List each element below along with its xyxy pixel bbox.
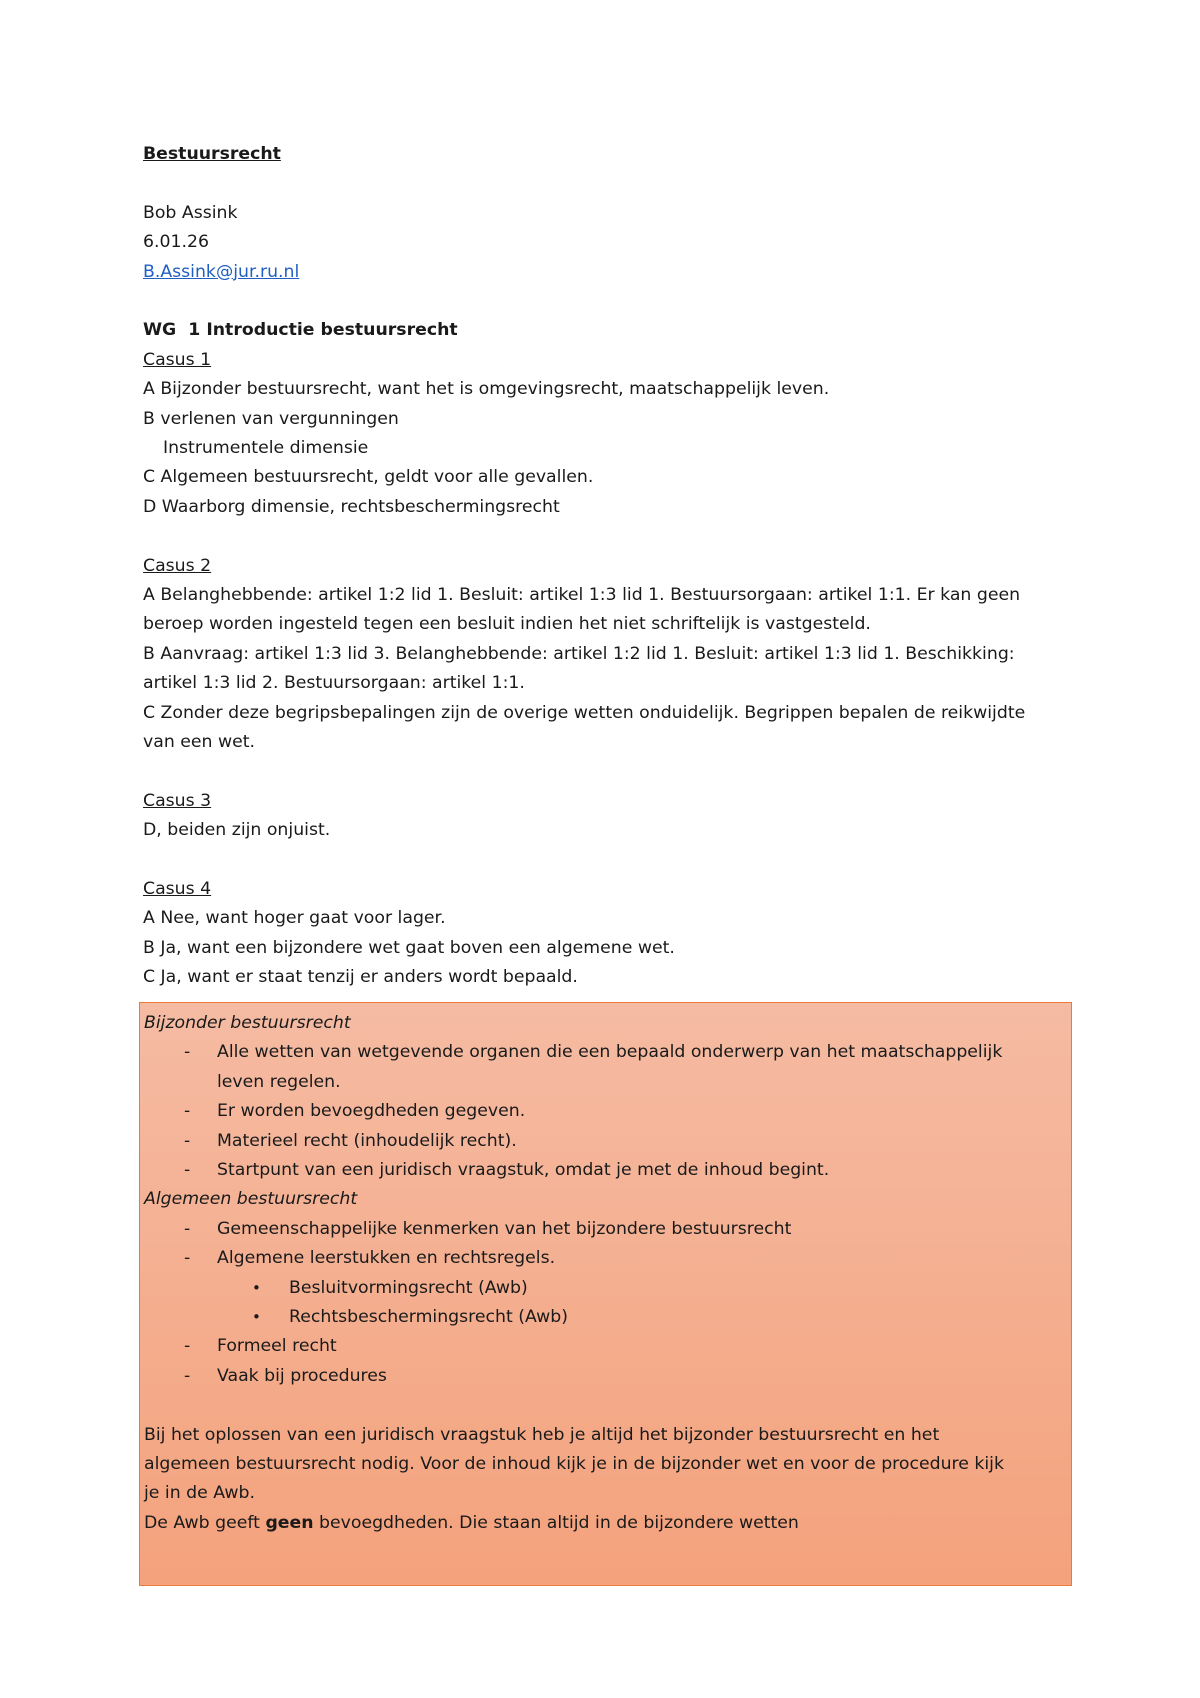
casus-1-line: A Bijzonder bestuursrecht, want het is omgevingsrecht, maatschappelijk leven. [143,379,830,400]
list-item [144,1127,1064,1156]
casus-1-line: C Algemeen bestuursrecht, geldt voor alle gevallen. [143,467,594,488]
list-item-text: Vaak bij procedures [217,1365,387,1386]
list-item-text: Er worden bevoegdheden gegeven. [217,1101,526,1122]
dash-marker: - [184,1130,191,1151]
teacher-name: Bob Assink [143,202,238,223]
casus-2-line: artikel 1:3 lid 2. Bestuursorgaan: artikel 1:1. [143,673,525,694]
dash-marker: - [184,1101,191,1122]
summary-paragraph-line: algemeen bestuursrecht nodig. Voor de inhoud kijk je in de bijzonder wet en voor de procedure kijk [144,1454,1004,1475]
summary-paragraph-line: Bij het oplossen van een juridisch vraagstuk heb je altijd het bijzonder bestuursrecht en het [144,1424,940,1445]
sub-list-item [144,1303,1064,1332]
section-title: WG 1 Introductie bestuursrecht [143,320,458,341]
summary-paragraph-line: je in de Awb. [144,1483,255,1504]
bullet-marker: • [252,1308,261,1327]
summary-box [139,1002,1072,1586]
list-item [144,1215,1064,1244]
casus-1-line: B verlenen van vergunningen [143,408,399,429]
sub-list-item-text: Rechtsbeschermingsrecht (Awb) [289,1307,568,1328]
casus-4-line: C Ja, want er staat tenzij er anders wordt bepaald. [143,967,578,988]
dash-marker: - [184,1218,191,1239]
bullet-marker: • [252,1278,261,1297]
casus-4-line: A Nee, want hoger gaat voor lager. [143,908,446,929]
casus-2-line: beroep worden ingesteld tegen een besluit indien het niet schriftelijk is vastgesteld. [143,614,871,635]
casus-1-heading: Casus 1 [143,349,212,370]
final-statement-after: bevoegdheden. Die staan altijd in de bijzondere wetten [313,1512,799,1533]
email-link[interactable]: B.Assink@jur.ru.nl [143,261,300,282]
sub-list-item [144,1274,1064,1303]
list-item [144,1097,1064,1126]
list-item-text: Alle wetten van wetgevende organen die een bepaald onderwerp van het maatschappelijk leven regelen. [217,1042,1003,1092]
list-item [144,1038,1064,1097]
course-title: Bestuursrecht [143,144,281,164]
room-number: 6.01.26 [143,232,209,253]
casus-2-line: C Zonder deze begripsbepalingen zijn de overige wetten onduidelijk. Begrippen bepalen de reikwijdte [143,702,1026,723]
list-item [144,1156,1064,1185]
dash-marker: - [184,1160,191,1181]
casus-3-line: D, beiden zijn onjuist. [143,820,331,841]
casus-2-line: B Aanvraag: artikel 1:3 lid 3. Belanghebbende: artikel 1:2 lid 1. Besluit: artikel 1:3 lid 1. Beschikking: [143,643,1015,664]
list-item-text: Gemeenschappelijke kenmerken van het bijzondere bestuursrecht [217,1218,792,1239]
casus-2-line: A Belanghebbende: artikel 1:2 lid 1. Besluit: artikel 1:3 lid 1. Bestuursorgaan: artikel 1:1. Er kan geen [143,585,1021,606]
final-statement [144,1509,1064,1538]
casus-3-heading: Casus 3 [143,790,212,811]
list-item-text: Startpunt van een juridisch vraagstuk, omdat je met de inhoud begint. [217,1160,830,1181]
dash-marker: - [184,1248,191,1269]
bijzonder-heading: Bijzonder bestuursrecht [144,1013,351,1033]
casus-2-line: van een wet. [143,732,256,753]
final-statement-before: De Awb geeft [144,1512,266,1533]
list-item-text: Algemene leerstukken en rechtsregels. [217,1248,556,1269]
casus-4-heading: Casus 4 [143,879,212,900]
dash-marker: - [184,1042,191,1063]
casus-4-line: B Ja, want een bijzondere wet gaat boven een algemene wet. [143,937,675,958]
casus-1-line: Instrumentele dimensie [163,438,369,459]
list-item [144,1244,1064,1273]
sub-list-item-text: Besluitvormingsrecht (Awb) [289,1277,528,1298]
casus-1-line: D Waarborg dimensie, rechtsbeschermingsrecht [143,496,560,517]
document-page [143,140,1073,993]
final-statement-emphasis: geen [265,1512,314,1533]
list-item [144,1362,1064,1391]
casus-2-heading: Casus 2 [143,555,212,576]
list-item-text: Formeel recht [217,1336,337,1357]
list-item-text: Materieel recht (inhoudelijk recht). [217,1130,517,1151]
algemeen-heading: Algemeen bestuursrecht [144,1189,358,1210]
dash-marker: - [184,1365,191,1386]
list-item [144,1332,1064,1361]
dash-marker: - [184,1336,191,1357]
